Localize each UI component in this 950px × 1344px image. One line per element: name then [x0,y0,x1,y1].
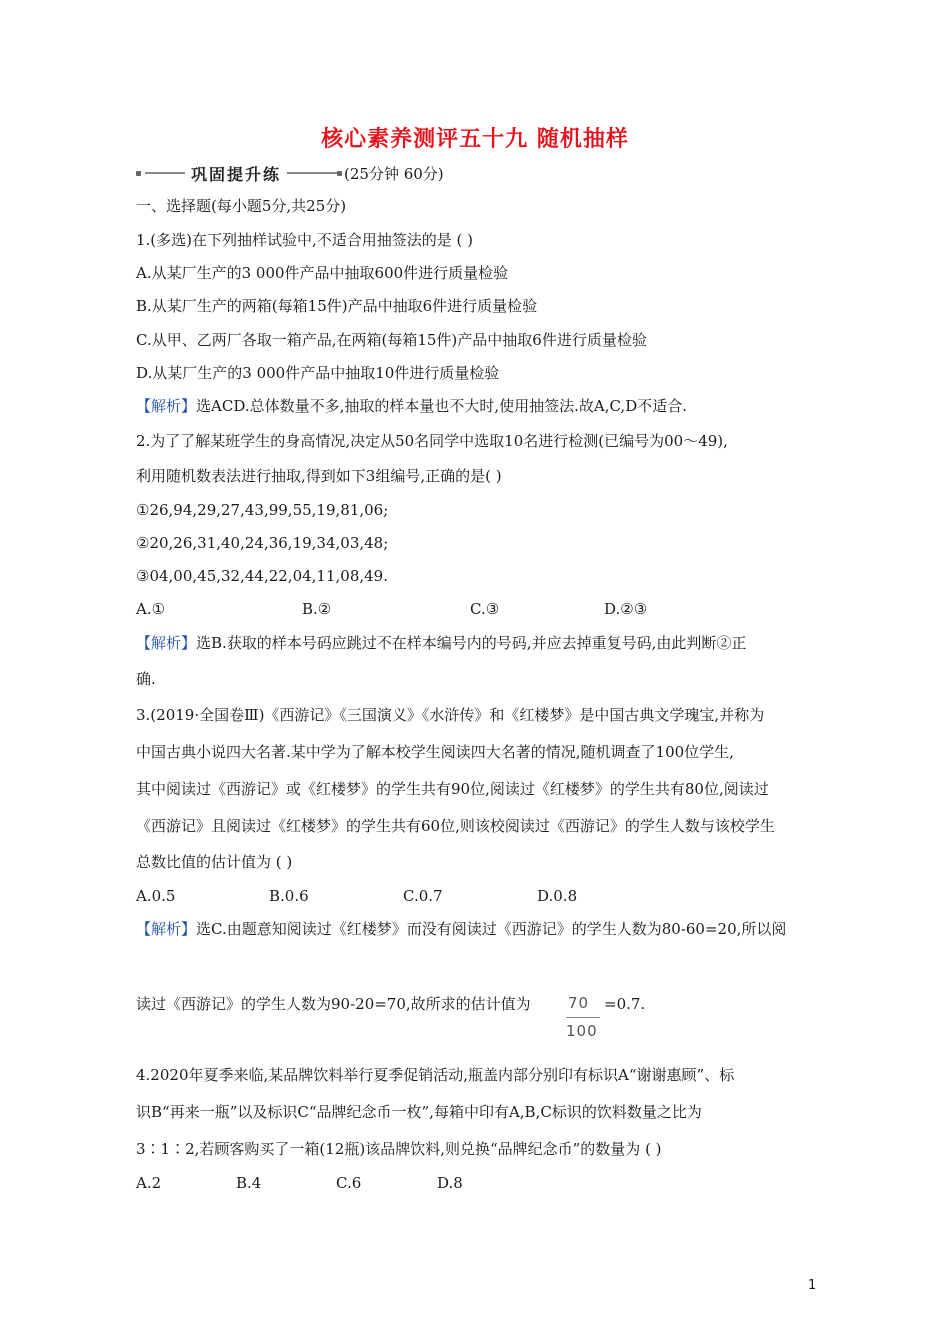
q1-analysis-text: 选ACD.总体数量不多,抽取的样本量也不大时,使用抽签法.故A,C,D不适合. [196,397,687,415]
q3-stem-line3: 其中阅读过《西游记》或《红楼梦》的学生共有90位,阅读过《红楼梦》的学生共有80位,阅读过 [136,780,769,798]
analysis-tag: 【解析】 [136,397,197,415]
q4-stem-line3: 3∶1∶2,若顾客购买了一箱(12瓶)该品牌饮料,则兑换“品牌纪念币”的数量为 ( ) [136,1140,662,1158]
q1-stem: 1.(多选)在下列抽样试验中,不适合用抽签法的是 ( ) [136,231,474,249]
q2-option-a: A.① [136,600,166,618]
q1-option-d: D.从某厂生产的3 000件产品中抽取10件进行质量检验 [136,364,500,382]
q2-group-1: ①26,94,29,27,43,99,55,19,81,06; [136,501,389,519]
q2-option-b: B.② [302,600,332,618]
analysis-tag: 【解析】 [136,920,197,938]
q3-stem-line4: 《西游记》且阅读过《红楼梦》的学生共有60位,则该校阅读过《西游记》的学生人数与该校学生 [136,817,775,835]
q1-analysis [136,396,687,416]
page-title: 核心素养测评五十九 随机抽样 [321,127,629,152]
q3-analysis [136,919,786,939]
q2-stem-line1: 2.为了了解某班学生的身高情况,决定从50名同学中选取10名进行检测(已编号为00～49), [136,432,728,450]
section-bar-dot-right [337,171,342,176]
fraction-bar [566,1017,600,1018]
section-bar-line-left [145,172,185,174]
part-heading: 一、选择题(每小题5分,共25分) [136,197,347,215]
q2-analysis [136,633,746,653]
q1-option-c: C.从甲、乙两厂各取一箱产品,在两箱(每箱15件)产品中抽取6件进行质量检验 [136,331,647,349]
section-time: (25分钟 60分) [344,164,444,183]
q2-analysis-line2: 确. [136,670,156,688]
q3-option-c: C.0.7 [403,887,443,905]
q1-option-a: A.从某厂生产的3 000件产品中抽取600件进行质量检验 [136,264,509,282]
q3-option-a: A.0.5 [136,887,176,905]
fraction-denominator: 100 [566,1022,598,1040]
section-bar-line-right [287,172,337,174]
section-bar-dot-left [136,171,141,176]
analysis-tag: 【解析】 [136,634,197,652]
q2-analysis-text: 选B.获取的样本号码应跳过不在样本编号内的号码,并应去掉重复号码,由此判断②正 [196,634,747,652]
q2-group-2: ②20,26,31,40,24,36,19,34,03,48; [136,534,389,552]
q3-analysis-text: 选C.由题意知阅读过《红楼梦》而没有阅读过《西游记》的学生人数为80-60=20,所以阅 [196,920,787,938]
q4-option-b: B.4 [236,1174,262,1192]
q2-option-d: D.②③ [604,600,648,618]
q3-option-d: D.0.8 [537,887,578,905]
q3-option-b: B.0.6 [269,887,309,905]
fraction-numerator: 70 [568,994,590,1012]
q2-group-3: ③04,00,45,32,44,22,04,11,08,49. [136,567,388,585]
q4-stem-line2: 识B“再来一瓶”以及标识C“品牌纪念币一枚”,每箱中印有A,B,C标识的饮料数量之比为 [136,1103,702,1121]
q3-stem-line1: 3.(2019·全国卷Ⅲ)《西游记》《三国演义》《水浒传》和《红楼梦》是中国古典文学瑰宝,并称为 [136,706,765,724]
q4-option-c: C.6 [336,1174,362,1192]
q3-stem-line5: 总数比值的估计值为 ( ) [136,853,293,871]
section-label: 巩固提升练 [191,164,282,184]
page-number: 1 [808,1278,817,1293]
q4-option-d: D.8 [437,1174,463,1192]
q2-stem-line2: 利用随机数表法进行抽取,得到如下3组编号,正确的是( ) [136,467,502,485]
q2-option-c: C.③ [470,600,500,618]
q3-analysis-result: =0.7. [604,995,646,1013]
q3-analysis-line2: 读过《西游记》的学生人数为90-20=70,故所求的估计值为 [136,995,531,1013]
q1-option-b: B.从某厂生产的两箱(每箱15件)产品中抽取6件进行质量检验 [136,297,538,315]
section-header [136,161,444,185]
q3-stem-line2: 中国古典小说四大名著.某中学为了解本校学生阅读四大名著的情况,随机调查了100位学生, [136,743,734,761]
q4-option-a: A.2 [136,1174,162,1192]
q4-stem-line1: 4.2020年夏季来临,某品牌饮料举行夏季促销活动,瓶盖内部分别印有标识A“谢谢惠顾”、标 [136,1066,735,1084]
